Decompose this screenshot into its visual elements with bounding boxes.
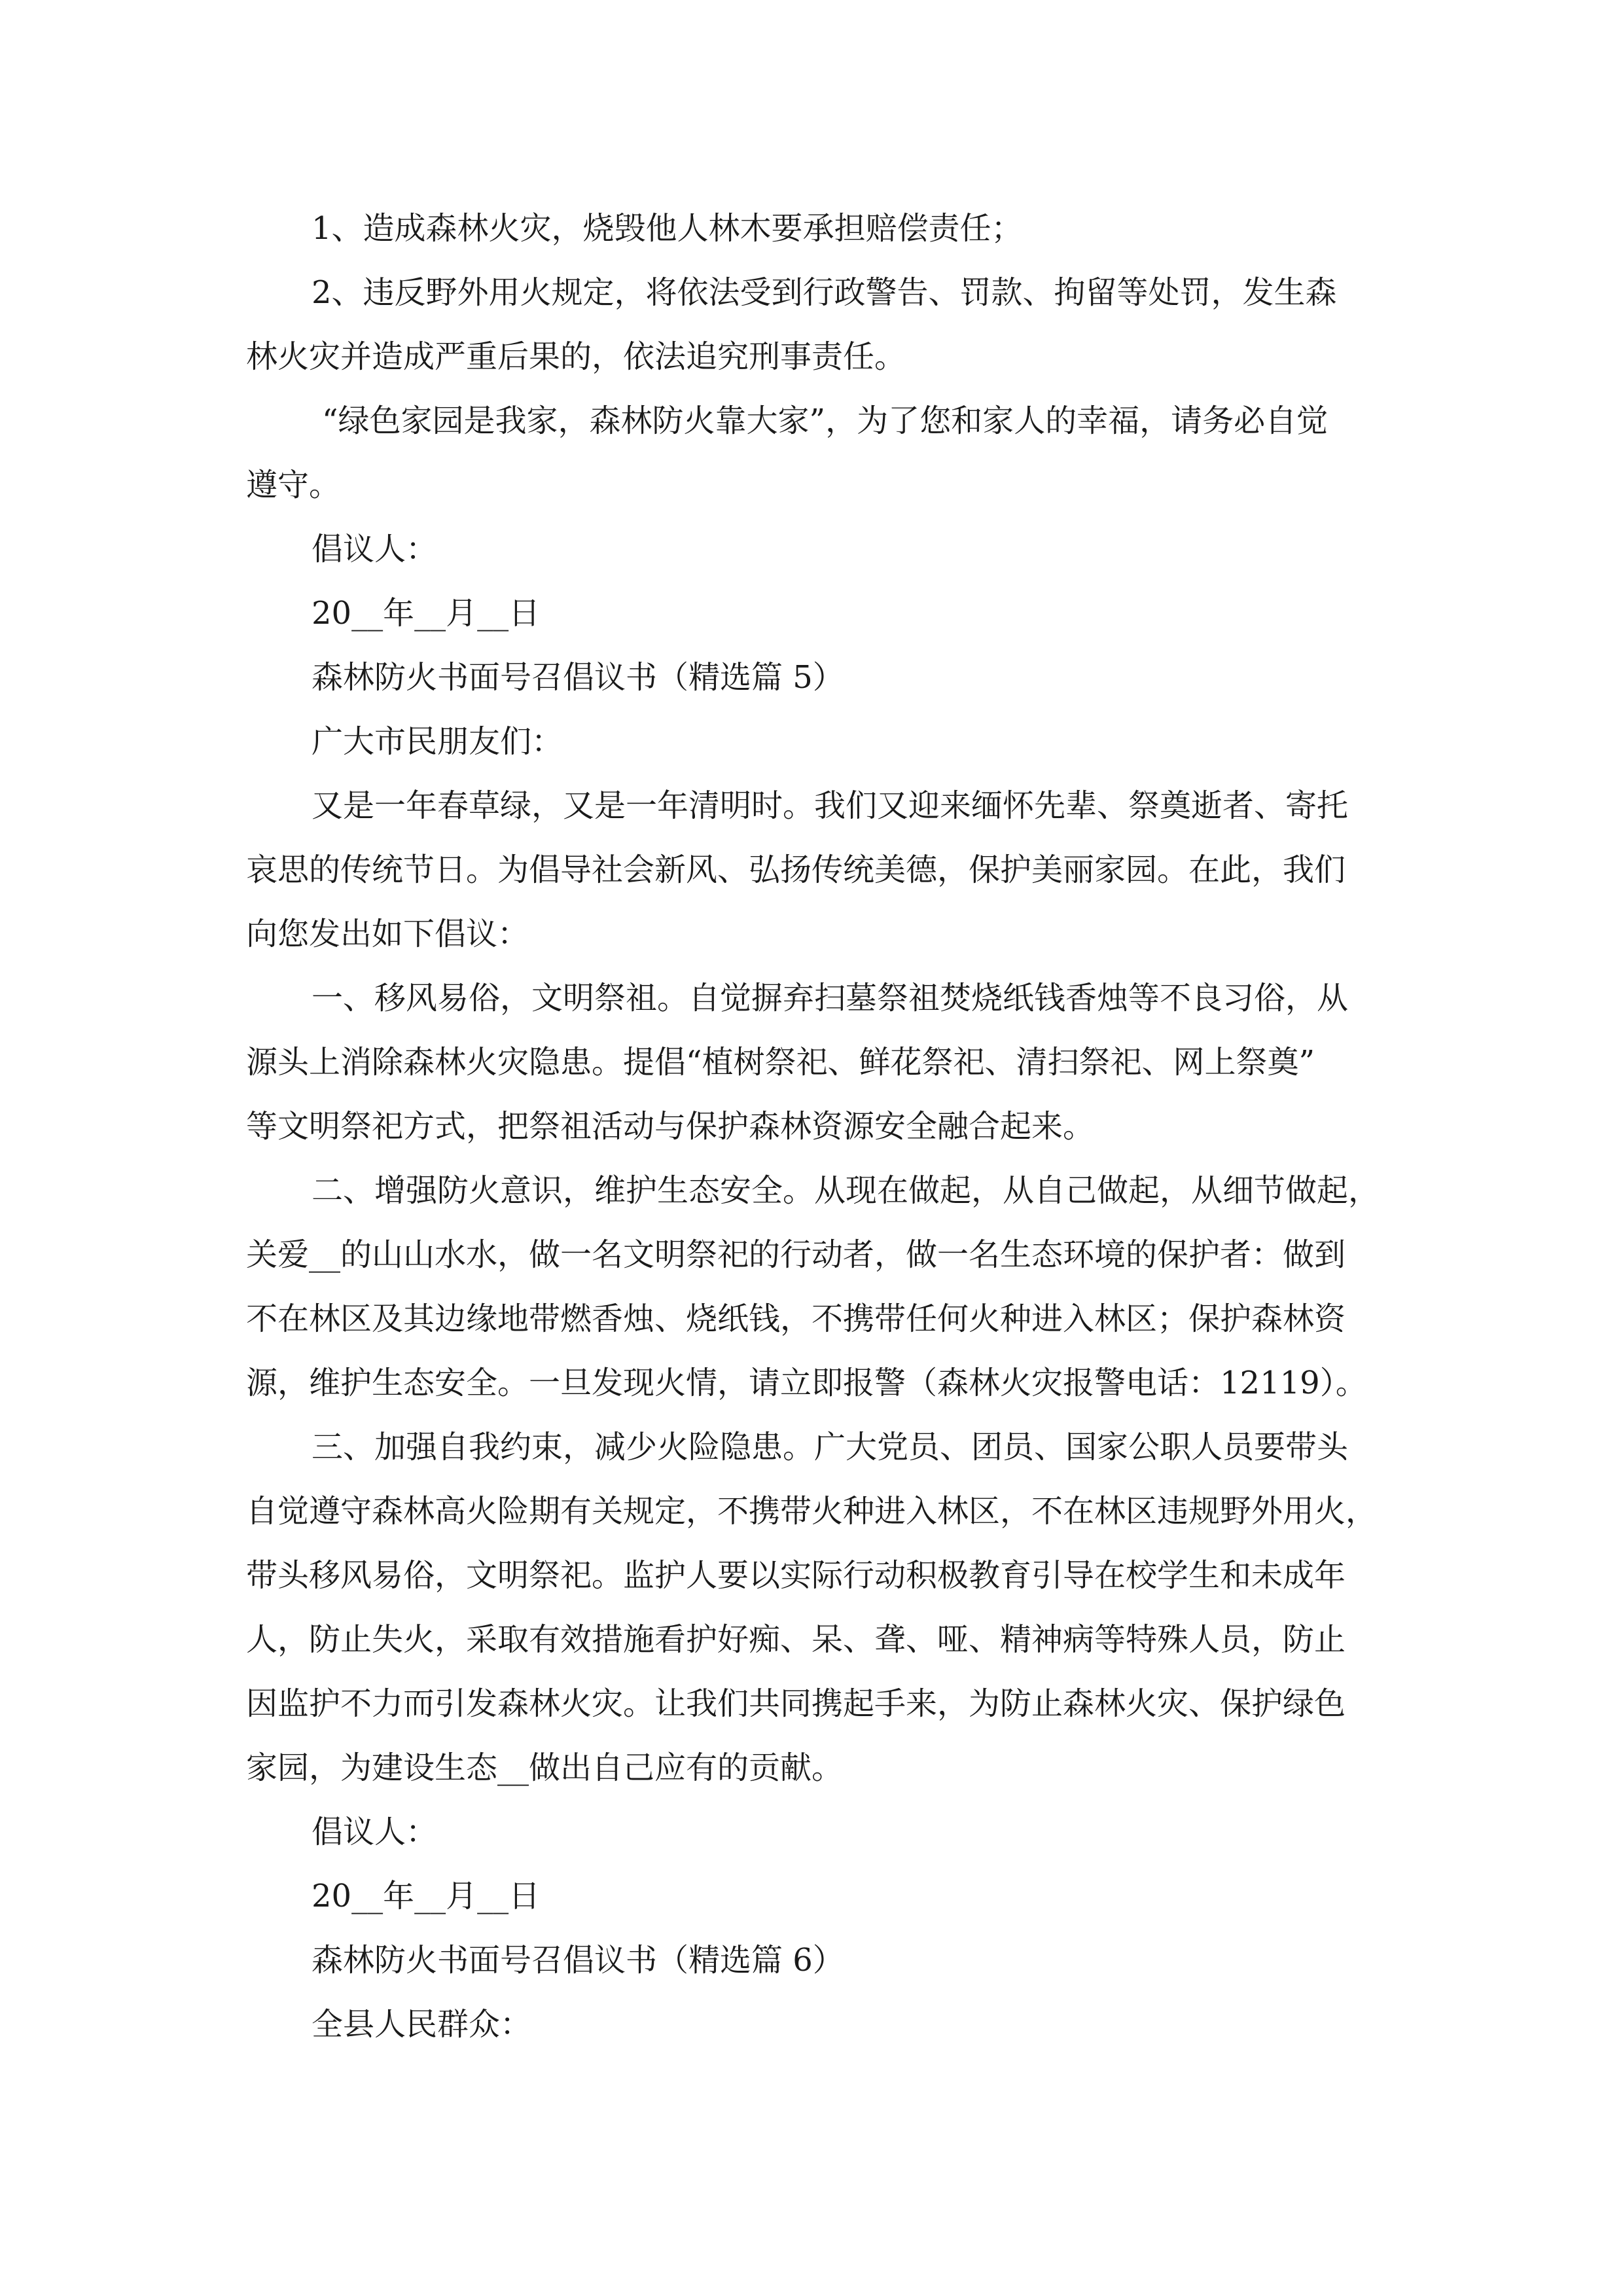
- text-line: 人，防止失火，采取有效措施看护好痴、呆、聋、哑、精神病等特殊人员，防止: [246, 1621, 1346, 1658]
- text-line: 1、造成森林火灾，烧毁他人林木要承担赔偿责任；: [312, 210, 1023, 247]
- section-title: 森林防火书面号召倡议书（精选篇 5）: [312, 659, 844, 696]
- text-line: 不在林区及其边缘地带燃香烛、烧纸钱，不携带任何火种进入林区；保护森林资: [246, 1300, 1346, 1337]
- signature-label: 倡议人：: [312, 531, 438, 567]
- text-line: 向您发出如下倡议：: [246, 916, 529, 952]
- text-line: 等文明祭祀方式，把祭祖活动与保护森林资源安全融合起来。: [246, 1108, 1095, 1145]
- text-line: 遵守。: [246, 467, 341, 503]
- text-line: 又是一年春草绿，又是一年清明时。我们又迎来缅怀先辈、祭奠逝者、寄托: [312, 787, 1349, 824]
- signature-label: 倡议人：: [312, 1814, 438, 1850]
- text-line: 源，维护生态安全。一旦发现火情，请立即报警（森林火灾报警电话：12119）。: [246, 1365, 1367, 1401]
- salutation: 全县人民群众：: [312, 2006, 532, 2043]
- document-page: [246, 196, 1378, 2056]
- text-line: 带头移风易俗，文明祭祀。监护人要以实际行动积极教育引导在校学生和未成年: [246, 1557, 1346, 1594]
- date-line: 20__年__月__日: [312, 595, 541, 632]
- salutation: 广大市民朋友们：: [312, 723, 563, 760]
- text-line: “绿色家园是我家，森林防火靠大家”，为了您和家人的幸福，请务必自觉: [322, 403, 1329, 439]
- text-line: 哀思的传统节日。为倡导社会新风、弘扬传统美德，保护美丽家园。在此，我们: [246, 852, 1346, 888]
- section-title: 森林防火书面号召倡议书（精选篇 6）: [312, 1942, 844, 1979]
- text-line: 源头上消除森林火灾隐患。提倡“植树祭祀、鲜花祭祀、清扫祭祀、网上祭奠”: [246, 1044, 1315, 1081]
- date-line: 20__年__月__日: [312, 1878, 541, 1914]
- text-line: 三、加强自我约束，减少火险隐患。广大党员、团员、国家公职人员要带头: [312, 1429, 1349, 1465]
- text-line: 家园，为建设生态__做出自己应有的贡献。: [246, 1749, 844, 1786]
- text-line: 关爱__的山山水水，做一名文明祭祀的行动者，做一名生态环境的保护者：做到: [246, 1236, 1346, 1273]
- text-line: 2、违反野外用火规定，将依法受到行政警告、罚款、拘留等处罚，发生森: [312, 274, 1337, 311]
- text-line: 林火灾并造成严重后果的，依法追究刑事责任。: [246, 338, 906, 375]
- text-line: 一、移风易俗，文明祭祖。自觉摒弃扫墓祭祖焚烧纸钱香烛等不良习俗，从: [312, 980, 1349, 1016]
- text-line: 因监护不力而引发森林火灾。让我们共同携起手来，为防止森林火灾、保护绿色: [246, 1685, 1346, 1722]
- text-line: 自觉遵守森林高火险期有关规定，不携带火种进入林区，不在林区违规野外用火，: [246, 1493, 1378, 1530]
- text-line: 二、增强防火意识，维护生态安全。从现在做起，从自己做起，从细节做起，: [312, 1172, 1380, 1209]
